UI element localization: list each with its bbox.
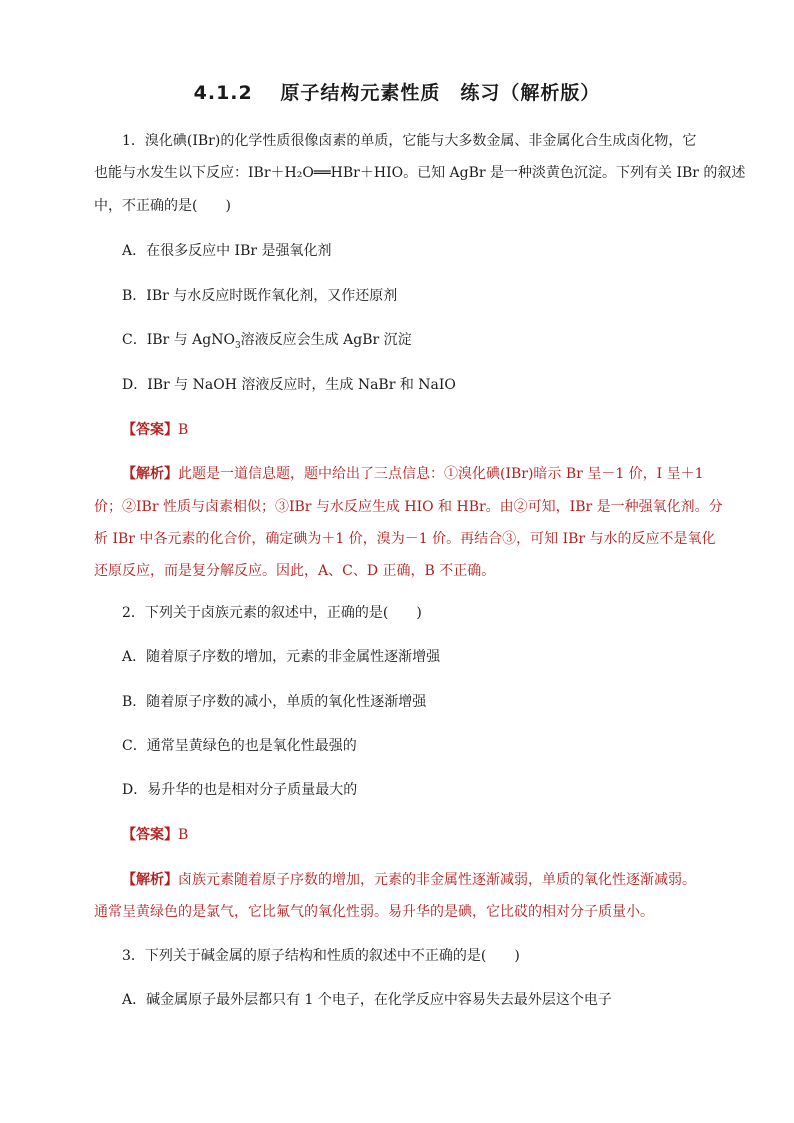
q2-option-c: C．通常呈黄绿色的也是氧化性最强的 — [122, 738, 357, 754]
q1-option-c-subscript: 3 — [234, 340, 241, 351]
q2-stem: 2．下列关于卤族元素的叙述中，正确的是( ) — [122, 605, 422, 621]
q1-option-b: B．IBr 与水反应时既作氧化剂，又作还原剂 — [122, 288, 398, 304]
q1-stem-line-1: 1．溴化碘(IBr)的化学性质很像卤素的单质，它能与大多数金属、非金属化合生成卤化物，它 — [122, 133, 697, 149]
q2-analysis-line-1 — [122, 870, 706, 890]
q1-option-d: D．IBr 与 NaOH 溶液反应时，生成 NaBr 和 NaIO — [122, 377, 456, 393]
answer-tag: 【答案】 — [122, 827, 178, 843]
q1-stem-line-3: 中，不正确的是( ) — [94, 198, 231, 214]
q1-option-c — [122, 330, 706, 350]
answer-tag: 【答案】 — [122, 422, 178, 438]
q1-option-a: A．在很多反应中 IBr 是强氧化剂 — [122, 243, 332, 259]
q1-stem-line-2: 也能与水发生以下反应：IBr＋H₂O══HBr＋HIO。已知 AgBr 是一种淡黄色沉淀。下列有关 IBr 的叙述 — [94, 165, 746, 181]
q3-stem: 3．下列关于碱金属的原子结构和性质的叙述中不正确的是( ) — [122, 948, 520, 964]
analysis-tag: 【解析】 — [122, 872, 178, 888]
q1-analysis-text-1: 此题是一道信息题，题中给出了三点信息：①溴化碘(IBr)暗示 Br 呈－1 价，I 呈＋1 — [178, 466, 704, 482]
q1-answer — [122, 420, 706, 440]
answer-value: B — [178, 827, 189, 843]
q1-option-c-text: C．IBr 与 AgNO — [122, 332, 235, 348]
q2-option-d: D．易升华的也是相对分子质量最大的 — [122, 782, 358, 798]
q2-analysis-text-1: 卤族元素随着原子序数的增加，元素的非金属性逐渐减弱，单质的氧化性逐渐减弱。 — [178, 872, 696, 888]
q2-option-b: B．随着原子序数的减小，单质的氧化性逐渐增强 — [122, 694, 427, 710]
q3-option-a: A．碱金属原子最外层都只有 1 个电子，在化学反应中容易失去最外层这个电子 — [122, 992, 612, 1008]
q2-answer — [122, 825, 706, 845]
q2-analysis-line-2: 通常呈黄绿色的是氯气，它比氟气的氧化性弱。易升华的是碘，它比砹的相对分子质量小。 — [94, 904, 654, 920]
q1-analysis-line-3: 析 IBr 中各元素的化合价，确定碘为＋1 价，溴为－1 价。再结合③，可知 IBr 与水的反应不是氧化 — [94, 531, 716, 547]
q2-option-a: A．随着原子序数的增加，元素的非金属性逐渐增强 — [122, 649, 441, 665]
page-title: 4.1.2 原子结构元素性质 练习（解析版） — [193, 82, 601, 104]
q1-analysis-line-2: 价；②IBr 性质与卤素相似；③IBr 与水反应生成 HIO 和 HBr。由②可知，IBr 是一种强氧化剂。分 — [94, 499, 723, 515]
answer-value: B — [178, 422, 189, 438]
q1-analysis-line-4: 还原反应，而是复分解反应。因此，A、C、D 正确，B 不正确。 — [94, 563, 496, 579]
q1-option-c-text-tail: 溶液反应会生成 AgBr 沉淀 — [240, 332, 412, 348]
q1-analysis-line-1 — [122, 464, 706, 484]
analysis-tag: 【解析】 — [122, 466, 178, 482]
